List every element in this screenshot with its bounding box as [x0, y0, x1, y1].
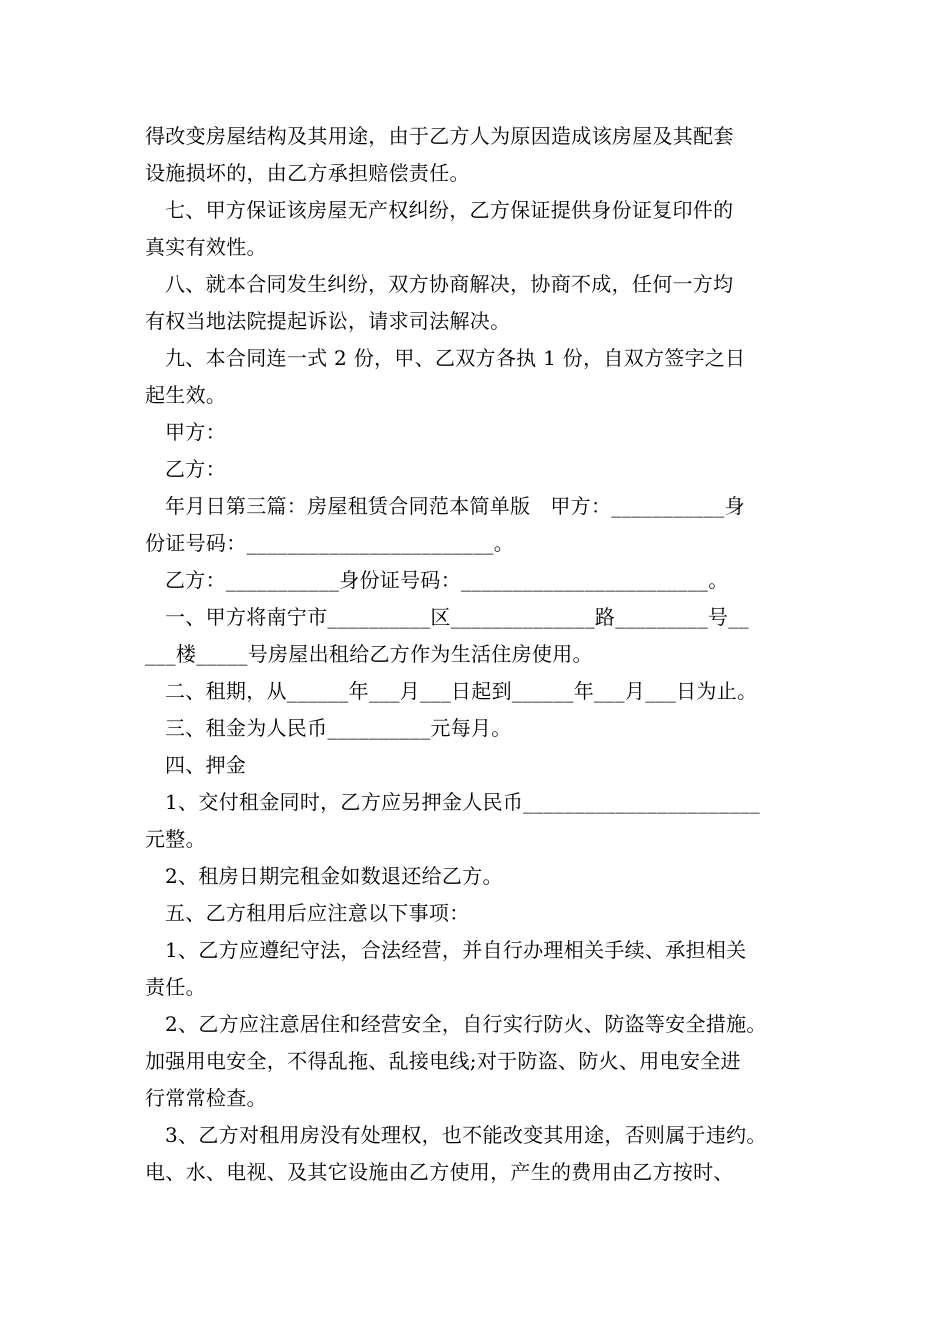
text-line: 加强用电安全，不得乱拖、乱接电线;对于防盗、防火、用电安全进: [145, 1049, 741, 1073]
text-line: 起生效。: [145, 383, 227, 407]
text-line: 乙方：___________身份证号码：________________________。: [165, 568, 729, 592]
text-line: 2、租房日期完租金如数退还给乙方。: [165, 864, 503, 888]
contract-text: [145, 118, 820, 1191]
text-line: 二、租期，从______年___月___日起到______年___月___日为止。: [165, 679, 758, 703]
text-line: 四、押金: [165, 753, 247, 777]
text-line: ___楼_____号房屋出租给乙方作为生活住房使用。: [145, 642, 593, 666]
text-line: 2、乙方应注意居住和经营安全，自行实行防火、防盗等安全措施。: [165, 1012, 767, 1036]
text-line: 三、租金为人民币__________元每月。: [165, 716, 512, 740]
text-line: 1、乙方应遵纪守法，合法经营，并自行办理相关手续、承担相关: [165, 938, 747, 962]
text-line: 七、甲方保证该房屋无产权纠纷，乙方保证提供身份证复印件的: [165, 198, 734, 222]
text-line: 责任。: [145, 975, 206, 999]
text-line: 电、水、电视、及其它设施由乙方使用，产生的费用由乙方按时、: [145, 1160, 734, 1184]
text-line: 份证号码：________________________。: [145, 531, 514, 555]
text-line: 1、交付租金同时，乙方应另押金人民币_______________________: [165, 790, 761, 814]
text-line: 元整。: [145, 827, 206, 851]
text-line: 设施损坏的，由乙方承担赔偿责任。: [145, 161, 470, 185]
text-line: 3、乙方对租用房没有处理权，也不能改变其用途，否则属于违约。: [165, 1123, 767, 1147]
text-line: 九、本合同连一式 2 份，甲、乙双方各执 1 份，自双方签字之日: [165, 346, 746, 370]
text-line: 有权当地法院提起诉讼，请求司法解决。: [145, 309, 511, 333]
text-line: 乙方：: [165, 457, 226, 481]
text-line: 得改变房屋结构及其用途，由于乙方人为原因造成该房屋及其配套: [145, 124, 734, 148]
text-line: 八、就本合同发生纠纷，双方协商解决，协商不成，任何一方均: [165, 272, 734, 296]
text-line: 甲方：: [165, 420, 226, 444]
text-line: 行常常检查。: [145, 1086, 267, 1110]
text-line: 五、乙方租用后应注意以下事项：: [165, 901, 470, 925]
text-line: 年月日第三篇：房屋租赁合同范本简单版 甲方：___________身: [165, 494, 745, 518]
text-line: 一、甲方将南宁市__________区______________路_________号__: [165, 605, 749, 629]
text-line: 真实有效性。: [145, 235, 267, 259]
